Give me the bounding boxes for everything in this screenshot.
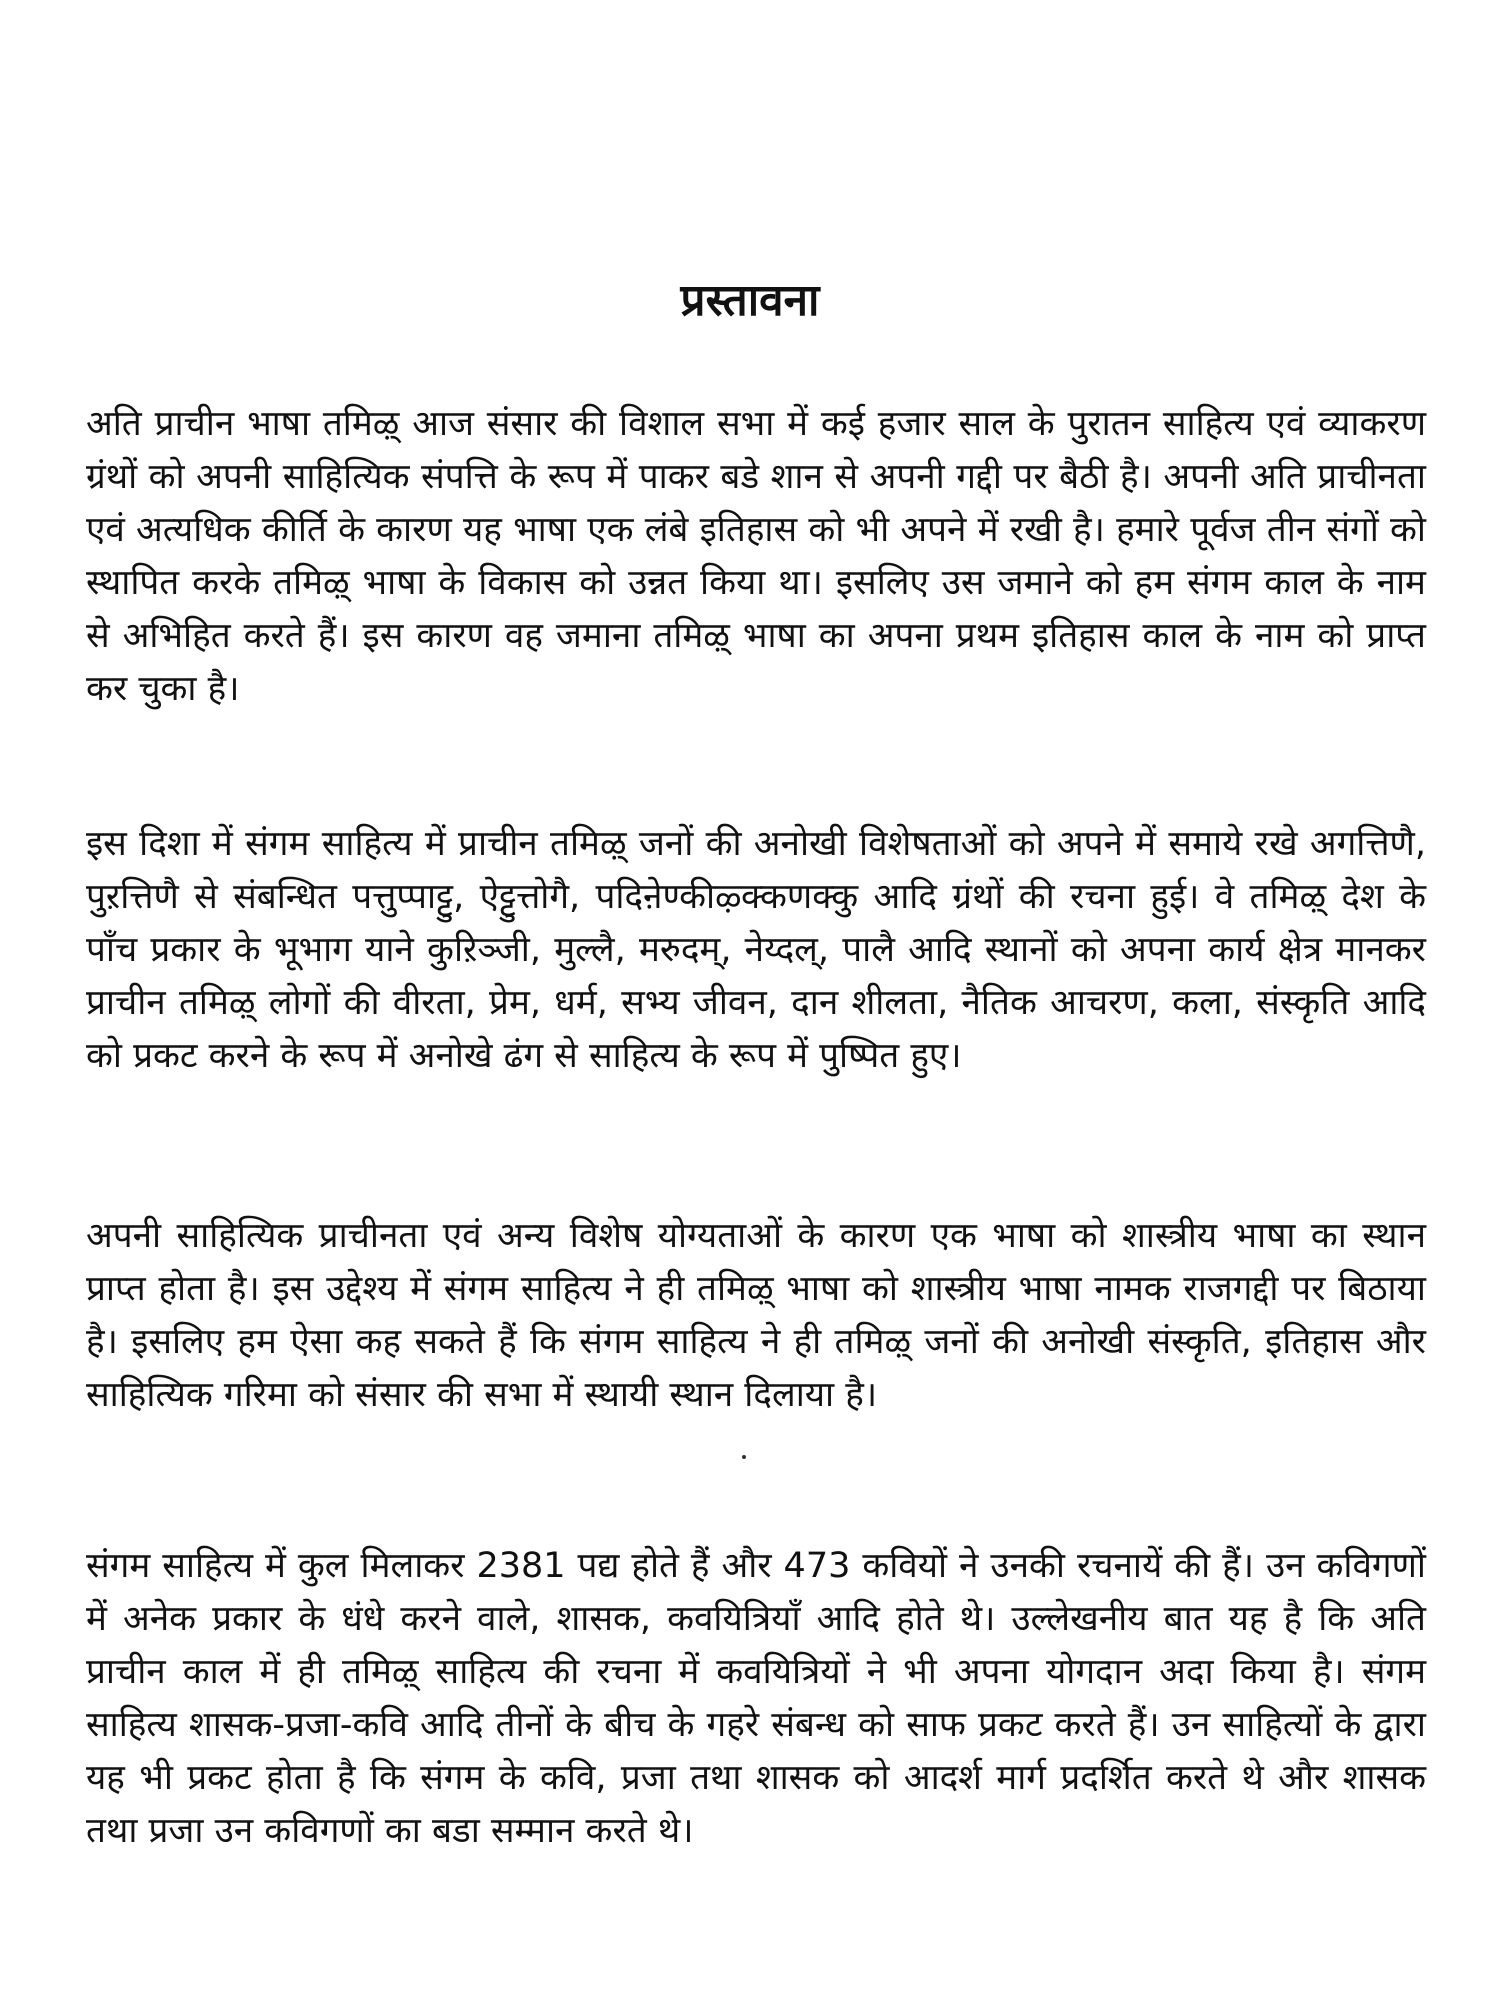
paragraph-1: अति प्राचीन भाषा तमिऴ् आज संसार की विशाल सभा में कई हजार साल के पुरातन साहित्य एवं व्याकरण ग्रंथों को अपनी साहित्यिक संपत्ति के रूप में पाकर बडे शान से अपनी गद्दी पर बैठी है। अपनी अति प्राचीनता एवं अत्यधिक कीर्ति के कारण यह भाषा एक लंबे इतिहास को भी अपने में रखी है। हमारे पूर्वज तीन संगों को स्थापित करके तमिऴ् भाषा के विकास को उन्नत किया था। इसलिए उस जमाने को हम संगम काल के नाम से अभिहित करते हैं। इस कारण वह जमाना तमिऴ् भाषा का अपना प्रथम इतिहास काल के नाम को प्राप्त कर चुका है। — [86, 404, 1426, 709]
page-title: प्रस्तावना — [680, 275, 820, 326]
paragraph-3: अपनी साहित्यिक प्राचीनता एवं अन्य विशेष योग्यताओं के कारण एक भाषा को शास्त्रीय भाषा का स्थान प्राप्त होता है। इस उद्देश्य में संगम साहित्य ने ही तमिऴ् भाषा को शास्त्रीय भाषा नामक राजगद्दी पर बिठाया है। इसलिए हम ऐसा कह सकते हैं कि संगम साहित्य ने ही तमिऴ् जनों की अनोखी संस्कृति, इतिहास और साहित्यिक गरिमा को संसार की सभा में स्थायी स्थान दिलाया है। — [86, 1216, 1426, 1415]
paragraph-4: संगम साहित्य में कुल मिलाकर 2381 पद्य होते हैं और 473 कवियों ने उनकी रचनायें की हैं। उन कविगणों में अनेक प्रकार के धंधे करने वाले, शासक, कवयित्रियाँ आदि होते थे। उल्लेखनीय बात यह है कि अति प्राचीन काल में ही तमिऴ् साहित्य की रचना में कवयित्रियों ने भी अपना योगदान अदा किया है। संगम साहित्य शासक-प्रजा-कवि आदि तीनों के बीच के गहरे संबन्ध को साफ प्रकट करते हैं। उन साहित्यों के द्वारा यह भी प्रकट होता है कि संगम के कवि, प्रजा तथा शासक को आदर्श मार्ग प्रदर्शित करते थे और शासक तथा प्रजा उन कविगणों का बडा सम्मान करते थे। — [86, 1546, 1426, 1851]
scan-speck — [742, 1455, 746, 1459]
paragraph-2: इस दिशा में संगम साहित्य में प्राचीन तमिऴ् जनों की अनोखी विशेषताओं को अपने में समाये रखे अगत्तिणै, पुऱत्तिणै से संबन्धित पत्तुप्पाट्टु, ऐट्टुत्तोगै, पदिऩेण्कीऴ्क्कणक्कु आदि ग्रंथों की रचना हुई। वे तमिऴ् देश के पाँच प्रकार के भूभाग याने कुऱिञ्जी, मुल्लै, मरुदम्, नेय्दल्, पालै आदि स्थानों को अपना कार्य क्षेत्र मानकर प्राचीन तमिऴ् लोगों की वीरता, प्रेम, धर्म, सभ्य जीवन, दान शीलता, नैतिक आचरण, कला, संस्कृति आदि को प्रकट करने के रूप में अनोखे ढंग से साहित्य के रूप में पुष्पित हुए। — [86, 824, 1426, 1076]
